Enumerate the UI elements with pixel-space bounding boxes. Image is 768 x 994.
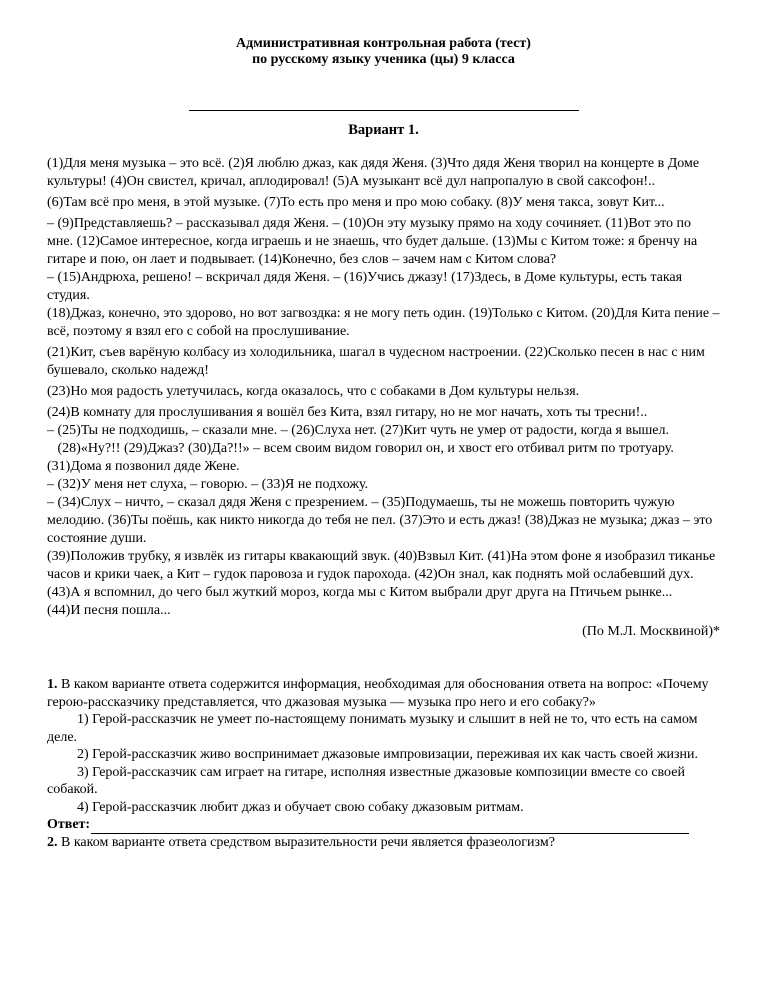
question-1: [47, 676, 720, 711]
text-paragraph: (39)Положив трубку, я извлёк из гитары квакающий звук. (40)Взвыл Кит. (41)На этом фоне я изобразил тиканье часов и крики чаек, а Кит – гудок паровоза и гудок парохода. (42)Он знал, как поднять мой ослабевший дух. (43)А я вспомнил, до чего был жуткий мороз, когда мы с Китом выбрали друг друга на Птичьем рынке...: [47, 549, 716, 600]
text-paragraph: (23)Но моя радость улетучилась, когда оказалось, что с собаками в Дом культуры нельзя.: [47, 384, 580, 399]
answer-option-2: 2) Герой-рассказчик живо воспринимает джазовые импровизации, переживая их как часть своей жизни.: [77, 747, 698, 762]
variant-heading: Вариант 1.: [348, 122, 419, 138]
answer-label: Ответ:: [47, 817, 91, 832]
answer-field[interactable]: [91, 819, 689, 834]
divider-line: [189, 110, 579, 111]
answer-option-3: 3) Герой-рассказчик сам играет на гитаре, исполняя известные джазовые композиции вместе со своей собакой.: [47, 764, 685, 797]
text-paragraph: – (9)Представляешь? – рассказывал дядя Женя. – (10)Он эту музыку прямо на ходу сочиняет. (11)Вот это по мне. (12)Самое интересное, когда играешь и не знаешь, что будет дальше. (13)Мы с Китом тоже: я бренчу на гитаре и пою, он лает и подвывает. (14)Конечно, без слов – зачем нам с Китом слова?: [47, 216, 698, 267]
question-2: [47, 834, 720, 852]
text-paragraph: – (32)У меня нет слуха, – говорю. – (33)Я не подхожу.: [47, 477, 369, 492]
answer-line: [47, 816, 720, 834]
text-paragraph: (6)Там всё про меня, в этой музыке. (7)То есть про меня и про мою собаку. (8)У меня такса, зовут Кит...: [47, 195, 665, 210]
author-attribution: (По М.Л. Москвиной)*: [582, 624, 720, 639]
title-line-1: Административная контрольная работа (тест): [236, 36, 531, 51]
question-text: В каком варианте ответа содержится информация, необходимая для обоснования ответа на вопрос: «Почему герою-рассказчику представляется, что джазовая музыка — музыка про него и его собаку?»: [47, 677, 709, 710]
text-paragraph: (1)Для меня музыка – это всё. (2)Я люблю джаз, как дядя Женя. (3)Что дядя Женя творил на концерте в Доме культуры! (4)Он свистел, кричал, аплодировал! (5)А музыкант всё дул напропалую в свой саксофон!..: [47, 156, 700, 189]
text-paragraph: (21)Кит, съев варёную колбасу из холодильника, шагал в чудесном настроении. (22)Сколько песен в нас с ним бушевало, сколько надежд!: [47, 345, 705, 378]
document-title: [47, 36, 720, 68]
questions-section: [47, 676, 720, 851]
answer-option-1: 1) Герой-рассказчик не умеет по-настоящему понимать музыку и слышит в ней не то, что есть на самом деле.: [47, 712, 698, 745]
text-paragraph: (18)Джаз, конечно, это здорово, но вот загвоздка: я не могу петь один. (19)Только с Китом. (20)Для Кита пение – всё, поэтому я взял его с собой на прослушивание.: [47, 306, 720, 339]
question-number: 2.: [47, 834, 58, 850]
text-paragraph: – (25)Ты не подходишь, – сказали мне. – (26)Слуха нет. (27)Кит чуть не умер от радости, когда я вышел.: [47, 423, 669, 438]
text-paragraph: – (34)Слух – ничто, – сказал дядя Женя с презрением. – (35)Подумаешь, ты не можешь повторить чужую мелодию. (36)Ты поёшь, как никто никогда до тебя не пел. (37)Это и есть джаз! (38)Джаз не музыка; джаз – это состояние души.: [47, 495, 713, 546]
text-paragraph: (44)И песня пошла...: [47, 603, 171, 618]
text-paragraph: (24)В комнату для прослушивания я вошёл без Кита, взял гитару, но не мог начать, хоть ты тресни!..: [47, 405, 648, 420]
reading-text: [47, 155, 720, 620]
question-number: 1.: [47, 677, 58, 692]
text-paragraph: (28)«Ну?!! (29)Джаз? (30)Да?!!» – всем своим видом говорил он, и хвост его отбивал ритм по тротуару. (31)Дома я позвонил дяде Жене.: [47, 441, 678, 474]
text-paragraph: – (15)Андрюха, решено! – вскричал дядя Женя. – (16)Учись джазу! (17)Здесь, в Доме культуры, есть такая студия.: [47, 270, 683, 303]
title-line-2: по русскому языку ученика (цы) 9 класса: [252, 52, 515, 67]
question-text: В каком варианте ответа средством выразительности речи является фразеологизм?: [57, 834, 555, 850]
answer-option-4: 4) Герой-рассказчик любит джаз и обучает свою собаку джазовым ритмам.: [77, 799, 524, 815]
